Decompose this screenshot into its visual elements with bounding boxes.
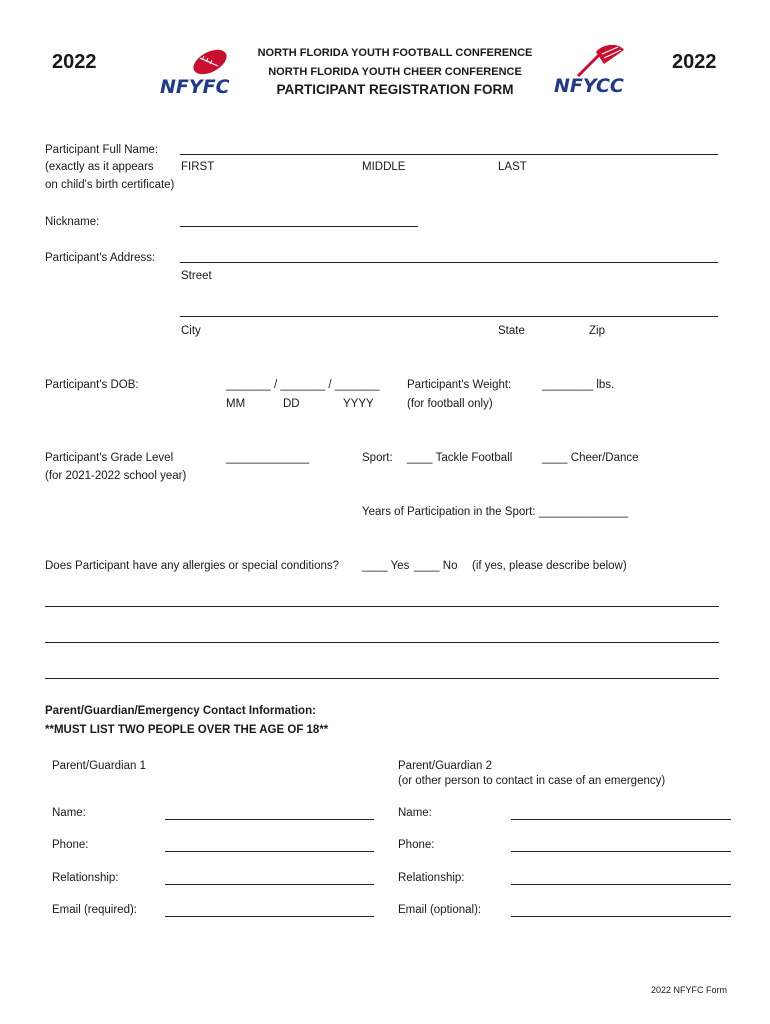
guardian2-phone-label: Phone: xyxy=(398,839,435,851)
allergies-yes[interactable]: ____ Yes xyxy=(362,560,410,572)
svg-text:NFYFC: NFYFC xyxy=(160,76,230,98)
city-caption: City xyxy=(181,325,201,337)
state-caption: State xyxy=(498,325,525,337)
guardian1-email-input[interactable] xyxy=(165,916,374,917)
guardian2-name-input[interactable] xyxy=(511,819,731,820)
guardian1-phone-input[interactable] xyxy=(165,851,374,852)
years-participation[interactable]: Years of Participation in the Sport: ______________ xyxy=(362,506,629,518)
guardian1-relationship-label: Relationship: xyxy=(52,872,119,884)
guardian1-phone-label: Phone: xyxy=(52,839,89,851)
allergies-no[interactable]: ____ No xyxy=(414,560,458,572)
allergies-line-2[interactable] xyxy=(45,642,719,643)
full-name-note-2: on child's birth certificate) xyxy=(45,179,175,191)
header-line1: NORTH FLORIDA YOUTH FOOTBALL CONFERENCE xyxy=(257,47,533,59)
guardian2-relationship-input[interactable] xyxy=(511,884,731,885)
page-title: PARTICIPANT REGISTRATION FORM xyxy=(276,82,514,97)
zip-caption: Zip xyxy=(589,325,605,337)
allergies-line-1[interactable] xyxy=(45,606,719,607)
full-name-input[interactable] xyxy=(180,154,718,155)
guardian2-name-label: Name: xyxy=(398,807,432,819)
allergies-note: (if yes, please describe below) xyxy=(472,560,627,572)
weight-input[interactable]: ________ lbs. xyxy=(542,379,615,391)
guardian2-email-input[interactable] xyxy=(511,916,731,917)
guardian2-email-label: Email (optional): xyxy=(398,904,482,916)
header-line2: NORTH FLORIDA YOUTH CHEER CONFERENCE xyxy=(268,66,522,78)
weight-note: (for football only) xyxy=(407,398,493,410)
guardian2-phone-input[interactable] xyxy=(511,851,731,852)
guardian2-relationship-label: Relationship: xyxy=(398,872,465,884)
address-label: Participant's Address: xyxy=(45,252,156,264)
svg-text:NFYCC: NFYCC xyxy=(554,75,624,97)
dob-mm-caption: MM xyxy=(226,398,246,410)
dob-yyyy-caption: YYYY xyxy=(343,398,374,410)
nfycc-logo xyxy=(552,42,638,98)
guardian2-heading: Parent/Guardian 2 xyxy=(398,760,492,772)
guardian1-name-label: Name: xyxy=(52,807,86,819)
full-name-note: (exactly as it appears xyxy=(45,161,154,173)
sport-label: Sport: xyxy=(362,452,393,464)
guardian2-note: (or other person to contact in case of an emergency) xyxy=(398,775,666,787)
nickname-input[interactable] xyxy=(180,226,418,227)
nfyfc-logo xyxy=(158,46,240,98)
dob-label: Participant's DOB: xyxy=(45,379,139,391)
year-right: 2022 xyxy=(672,51,717,73)
contact-title: Parent/Guardian/Emergency Contact Information: xyxy=(45,705,316,717)
guardian1-relationship-input[interactable] xyxy=(165,884,374,885)
street-input[interactable] xyxy=(180,262,718,263)
contact-subtitle: **MUST LIST TWO PEOPLE OVER THE AGE OF 18** xyxy=(45,724,329,736)
last-caption: LAST xyxy=(498,161,527,173)
grade-label: Participant's Grade Level xyxy=(45,452,174,464)
cheer-dance-option[interactable]: ____ Cheer/Dance xyxy=(542,452,639,464)
city-state-zip-input[interactable] xyxy=(180,316,718,317)
guardian1-name-input[interactable] xyxy=(165,819,374,820)
guardian1-email-label: Email (required): xyxy=(52,904,137,916)
allergies-line-3[interactable] xyxy=(45,678,719,679)
full-name-label: Participant Full Name: xyxy=(45,144,159,156)
nickname-label: Nickname: xyxy=(45,216,100,228)
first-caption: FIRST xyxy=(181,161,215,173)
grade-input[interactable]: _____________ xyxy=(226,452,310,464)
street-caption: Street xyxy=(181,270,212,282)
weight-label: Participant's Weight: xyxy=(407,379,512,391)
dob-input[interactable]: _______ / _______ / _______ xyxy=(226,379,380,391)
tackle-football-option[interactable]: ____ Tackle Football xyxy=(407,452,513,464)
grade-note: (for 2021-2022 school year) xyxy=(45,470,187,482)
dob-dd-caption: DD xyxy=(283,398,300,410)
footer-text: 2022 NFYFC Form xyxy=(651,985,728,995)
year-left: 2022 xyxy=(52,51,97,73)
allergies-question: Does Participant have any allergies or special conditions? xyxy=(45,560,340,572)
middle-caption: MIDDLE xyxy=(362,161,406,173)
guardian1-heading: Parent/Guardian 1 xyxy=(52,760,146,772)
